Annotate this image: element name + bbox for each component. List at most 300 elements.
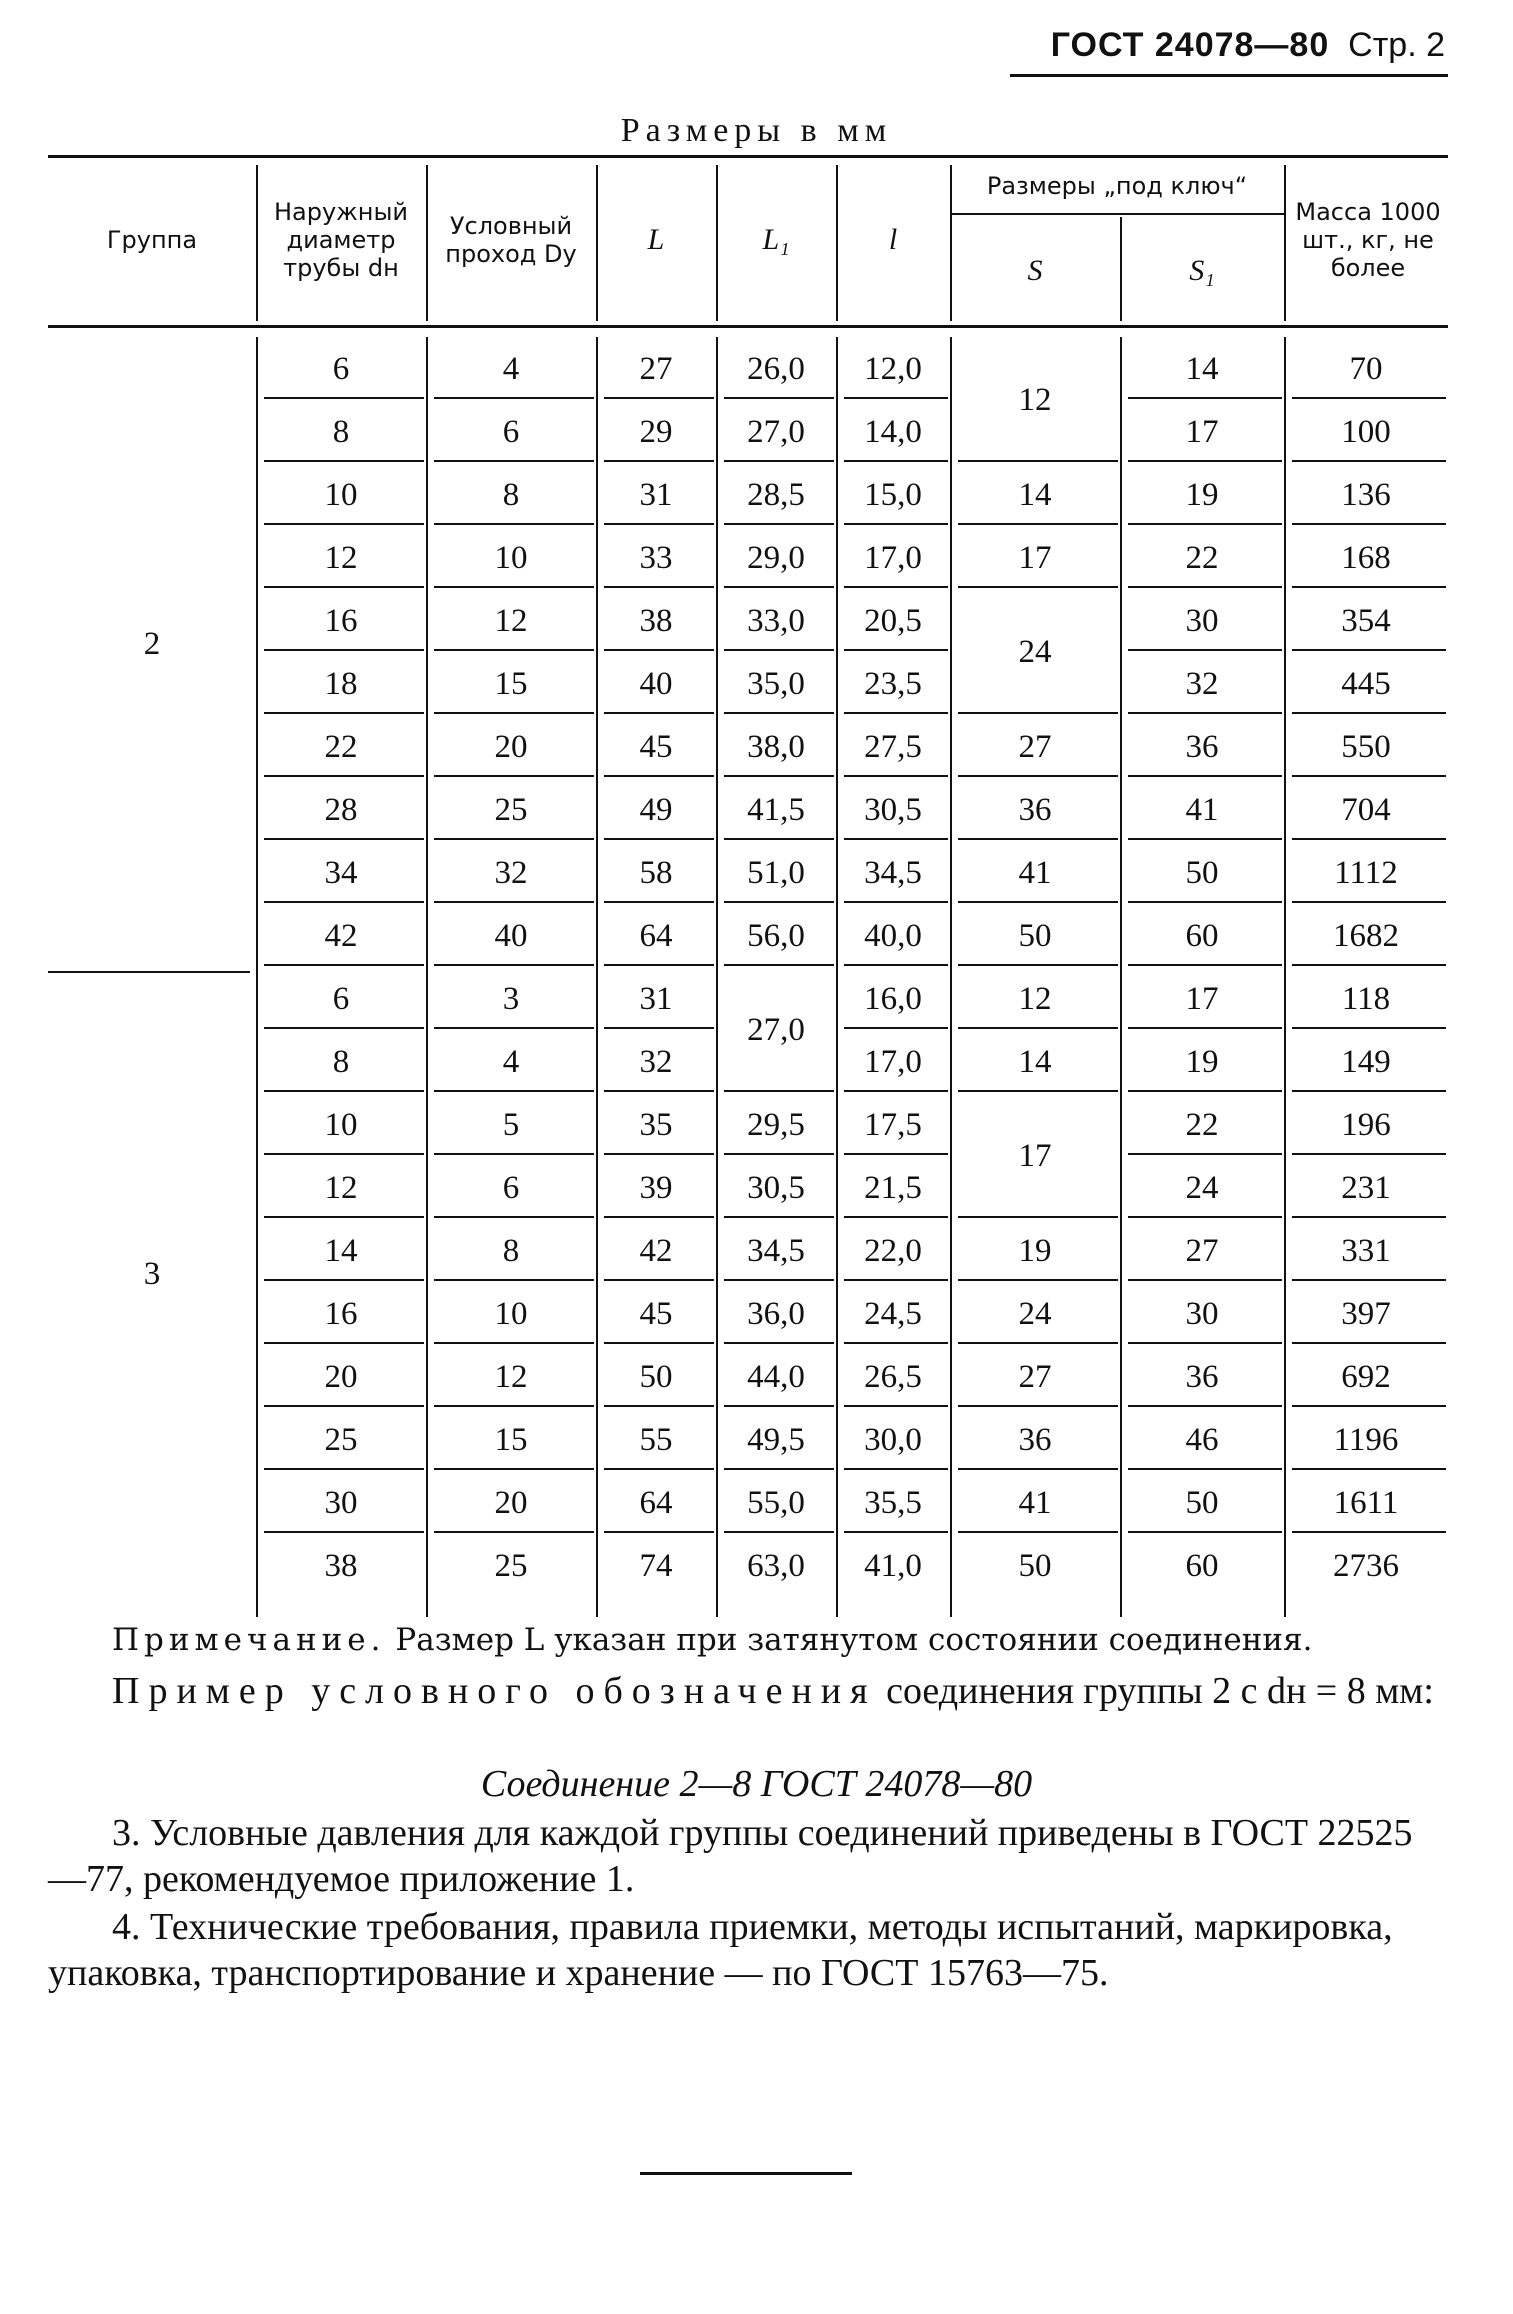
row-rule — [604, 586, 714, 588]
header-subrule — [950, 213, 1284, 215]
row-rule — [604, 1531, 714, 1533]
row-rule — [1292, 1153, 1446, 1155]
table-cell-S1: 46 — [1185, 1422, 1219, 1458]
header-S — [950, 217, 1120, 325]
designation-example: Соединение 2—8 ГОСТ 24078—80 — [480, 1763, 1033, 1805]
row-rule — [264, 901, 424, 903]
table-cell-L1: 26,0 — [747, 351, 805, 387]
table-cell-S: 14 — [1018, 476, 1052, 513]
row-rule — [434, 1468, 594, 1470]
row-rule — [264, 586, 424, 588]
table-cell-L1: 36,0 — [747, 1296, 805, 1332]
table-cell-L1: 27,0 — [747, 414, 805, 450]
row-rule — [1128, 1468, 1282, 1470]
table-cell-L1: 49,5 — [747, 1422, 805, 1458]
row-rule — [1128, 586, 1282, 588]
table-cell-L: 64 — [639, 1485, 673, 1521]
row-rule — [434, 1279, 594, 1281]
page-number: Стр. 2 — [1348, 26, 1445, 64]
table-cell-S1: 17 — [1185, 981, 1219, 1017]
row-rule — [434, 1153, 594, 1155]
row-rule — [434, 901, 594, 903]
row-rule — [844, 649, 948, 651]
row-rule — [724, 649, 834, 651]
table-cell-S1: 22 — [1185, 1107, 1219, 1143]
table-cell-dy: 15 — [494, 666, 528, 702]
row-rule — [958, 712, 1118, 714]
row-rule — [724, 1531, 834, 1533]
table-cell-L: 32 — [639, 1044, 673, 1080]
row-rule — [264, 1531, 424, 1533]
row-rule — [724, 1279, 834, 1281]
row-rule — [1128, 1090, 1282, 1092]
row-rule — [958, 1279, 1118, 1281]
table-cell-L1-merged: 27,0 — [747, 1012, 805, 1048]
row-rule — [1292, 1090, 1446, 1092]
header-mass: Масса 1000 шт., кг, не более — [1295, 198, 1441, 282]
table-cell-mass: 445 — [1341, 666, 1391, 702]
table-cell-S: 27 — [1018, 1358, 1052, 1395]
row-rule — [604, 1279, 714, 1281]
row-rule — [958, 1531, 1118, 1533]
row-rule — [724, 964, 834, 966]
row-rule — [958, 1027, 1118, 1029]
row-rule — [958, 1342, 1118, 1344]
row-rule — [1292, 1027, 1446, 1029]
row-rule — [1292, 712, 1446, 714]
row-rule — [604, 523, 714, 525]
table-cell-dy: 25 — [494, 1548, 528, 1584]
row-rule — [604, 838, 714, 840]
note-label: Примечание. — [112, 1622, 386, 1658]
table-cell-L1: 63,0 — [747, 1548, 805, 1584]
table-cell-l: 17,5 — [864, 1107, 922, 1143]
header-S1-symbol: S₁ — [1189, 254, 1215, 287]
table-cell-L1: 44,0 — [747, 1359, 805, 1395]
row-rule — [844, 1153, 948, 1155]
row-rule — [844, 1531, 948, 1533]
table-cell-L: 31 — [639, 981, 673, 1017]
table-cell-L: 27 — [639, 351, 673, 387]
table-cell-S1: 14 — [1185, 351, 1219, 387]
table-cell-d: 30 — [324, 1485, 358, 1521]
table-cell-L: 55 — [639, 1422, 673, 1458]
table-cell-mass: 692 — [1341, 1359, 1391, 1395]
row-rule — [1128, 775, 1282, 777]
row-rule — [434, 649, 594, 651]
table-cell-mass: 118 — [1341, 981, 1391, 1017]
table-cell-S: 41 — [1018, 854, 1052, 891]
table-cell-d: 10 — [324, 1107, 358, 1143]
row-rule — [724, 901, 834, 903]
row-rule — [958, 964, 1118, 966]
row-rule — [264, 838, 424, 840]
row-rule — [434, 1531, 594, 1533]
row-rule — [1292, 901, 1446, 903]
header-L1 — [716, 155, 836, 325]
row-rule — [724, 397, 834, 399]
row-rule — [434, 775, 594, 777]
row-rule — [1128, 712, 1282, 714]
table-cell-l: 21,5 — [864, 1170, 922, 1206]
row-rule — [958, 523, 1118, 525]
table-cell-l: 26,5 — [864, 1359, 922, 1395]
table-cell-l: 30,0 — [864, 1422, 922, 1458]
table-cell-S1: 60 — [1185, 1548, 1219, 1584]
table-cell-S: 36 — [1018, 791, 1052, 828]
row-rule — [264, 712, 424, 714]
row-rule — [958, 1468, 1118, 1470]
table-cell-mass: 1196 — [1333, 1422, 1399, 1458]
row-rule — [844, 964, 948, 966]
row-rule — [724, 1090, 834, 1092]
row-rule — [844, 586, 948, 588]
row-rule — [1292, 1342, 1446, 1344]
row-rule — [604, 1027, 714, 1029]
table-header-rule — [48, 325, 1448, 328]
table-cell-S: 17 — [1018, 1138, 1052, 1174]
row-rule — [264, 1342, 424, 1344]
table-cell-S: 50 — [1018, 917, 1052, 954]
row-rule — [1128, 397, 1282, 399]
table-cell-mass: 100 — [1341, 414, 1391, 450]
row-rule — [1292, 775, 1446, 777]
group-number: 3 — [143, 1256, 161, 1292]
row-rule — [264, 1027, 424, 1029]
row-rule — [434, 397, 594, 399]
table-cell-S: 27 — [1018, 728, 1052, 765]
table-cell-l: 24,5 — [864, 1296, 922, 1332]
table-cell-l: 40,0 — [864, 918, 922, 954]
table-cell-L1: 30,5 — [747, 1170, 805, 1206]
row-rule — [604, 397, 714, 399]
footer-rule — [640, 2172, 852, 2175]
row-rule — [1128, 964, 1282, 966]
table-cell-d: 42 — [324, 918, 358, 954]
table-cell-L: 49 — [639, 792, 673, 828]
table-cell-L1: 38,0 — [747, 729, 805, 765]
table-cell-S1: 30 — [1185, 1296, 1219, 1332]
table-cell-mass: 2736 — [1333, 1548, 1399, 1584]
table-cell-mass: 331 — [1341, 1233, 1391, 1269]
example-text: соединения группы 2 с dн = 8 мм: — [886, 1670, 1434, 1712]
table-cell-dy: 40 — [494, 918, 528, 954]
row-rule — [844, 1216, 948, 1218]
row-rule — [604, 1468, 714, 1470]
table-cell-dy: 6 — [502, 1170, 520, 1206]
row-rule — [264, 1468, 424, 1470]
table-cell-l: 12,0 — [864, 351, 922, 387]
row-rule — [264, 964, 424, 966]
row-rule — [844, 523, 948, 525]
page-header — [1051, 26, 1445, 65]
header-l — [836, 155, 950, 325]
table-cell-L1: 35,0 — [747, 666, 805, 702]
row-rule — [844, 397, 948, 399]
table-cell-L: 33 — [639, 540, 673, 576]
table-cell-S1: 27 — [1185, 1233, 1219, 1269]
table-cell-dy: 25 — [494, 792, 528, 828]
table-cell-d: 20 — [324, 1359, 358, 1395]
row-rule — [264, 397, 424, 399]
header-col-divider — [426, 165, 428, 321]
table-cell-L1: 55,0 — [747, 1485, 805, 1521]
table-cell-l: 20,5 — [864, 603, 922, 639]
row-rule — [434, 1405, 594, 1407]
table-cell-l: 30,5 — [864, 792, 922, 828]
table-cell-dy: 6 — [502, 414, 520, 450]
table-cell-S: 24 — [1018, 1295, 1052, 1332]
row-rule — [958, 838, 1118, 840]
table-cell-d: 16 — [324, 1296, 358, 1332]
header-l-symbol: l — [888, 223, 898, 256]
row-rule — [1292, 964, 1446, 966]
table-cell-L: 74 — [639, 1548, 673, 1584]
table-cell-l: 16,0 — [864, 981, 922, 1017]
table-cell-mass: 70 — [1349, 351, 1383, 387]
row-rule — [604, 1216, 714, 1218]
row-rule — [604, 1090, 714, 1092]
table-cell-S1: 36 — [1185, 729, 1219, 765]
table-cell-mass: 231 — [1341, 1170, 1391, 1206]
table-cell-d: 10 — [324, 477, 358, 513]
table-cell-S: 24 — [1018, 634, 1052, 670]
table-cell-S: 41 — [1018, 1484, 1052, 1521]
table-cell-dy: 4 — [502, 351, 520, 387]
table-cell-L: 45 — [639, 729, 673, 765]
row-rule — [604, 1342, 714, 1344]
table-cell-l: 17,0 — [864, 540, 922, 576]
row-rule — [844, 775, 948, 777]
row-rule — [604, 460, 714, 462]
row-rule — [264, 1090, 424, 1092]
row-rule — [958, 1405, 1118, 1407]
table-cell-mass: 136 — [1341, 477, 1391, 513]
row-rule — [724, 586, 834, 588]
row-rule — [434, 1090, 594, 1092]
row-rule — [844, 1342, 948, 1344]
table-cell-dy: 32 — [494, 855, 528, 891]
table-cell-l: 34,5 — [864, 855, 922, 891]
note-text: Размер L указан при затянутом состоянии соединения. — [395, 1622, 1313, 1658]
row-rule — [434, 460, 594, 462]
row-rule — [844, 1027, 948, 1029]
table-cell-d: 25 — [324, 1422, 358, 1458]
table-cell-S1: 32 — [1185, 666, 1219, 702]
table-cell-d: 14 — [324, 1233, 358, 1269]
table-cell-dy: 10 — [494, 540, 528, 576]
standard-number: ГОСТ 24078—80 — [1050, 26, 1330, 64]
table-cell-L1: 29,5 — [747, 1107, 805, 1143]
row-rule — [604, 1405, 714, 1407]
table-cell-S: 19 — [1018, 1232, 1052, 1269]
row-rule — [1128, 1342, 1282, 1344]
table-cell-d: 8 — [332, 414, 350, 450]
header-col-divider — [256, 165, 258, 321]
row-rule — [1292, 838, 1446, 840]
row-rule — [434, 586, 594, 588]
row-rule — [844, 1468, 948, 1470]
header-group: Группа — [106, 226, 198, 254]
row-rule — [604, 775, 714, 777]
row-rule — [604, 901, 714, 903]
table-note — [112, 1622, 1312, 1658]
row-rule — [434, 1027, 594, 1029]
table-cell-S1: 36 — [1185, 1359, 1219, 1395]
row-rule — [264, 523, 424, 525]
header-col-divider — [1284, 165, 1286, 321]
table-cell-l: 15,0 — [864, 477, 922, 513]
table-cell-S: 12 — [1018, 980, 1052, 1017]
table-cell-L: 38 — [639, 603, 673, 639]
table-cell-L1: 51,0 — [747, 855, 805, 891]
table-cell-S: 12 — [1018, 382, 1052, 418]
row-rule — [958, 1216, 1118, 1218]
table-cell-L: 39 — [639, 1170, 673, 1206]
group-number: 2 — [143, 626, 161, 662]
row-rule — [1128, 649, 1282, 651]
table-cell-dy: 4 — [502, 1044, 520, 1080]
table-cell-l: 22,0 — [864, 1233, 922, 1269]
row-rule — [1128, 460, 1282, 462]
row-rule — [724, 1405, 834, 1407]
table-cell-l: 35,5 — [864, 1485, 922, 1521]
row-rule — [844, 712, 948, 714]
table-cell-dy: 12 — [494, 603, 528, 639]
row-rule — [264, 1405, 424, 1407]
row-rule — [844, 1279, 948, 1281]
row-rule — [958, 460, 1118, 462]
row-rule — [844, 1405, 948, 1407]
table-cell-L: 58 — [639, 855, 673, 891]
table-cell-L: 35 — [639, 1107, 673, 1143]
table-cell-L1: 34,5 — [747, 1233, 805, 1269]
table-cell-dy: 12 — [494, 1359, 528, 1395]
row-rule — [1128, 1216, 1282, 1218]
table-cell-d: 28 — [324, 792, 358, 828]
table-cell-S1: 30 — [1185, 603, 1219, 639]
row-rule — [958, 775, 1118, 777]
table-cell-L1: 56,0 — [747, 918, 805, 954]
row-rule — [1128, 1279, 1282, 1281]
table-cell-dy: 15 — [494, 1422, 528, 1458]
row-rule — [1128, 1405, 1282, 1407]
header-S1 — [1120, 217, 1284, 325]
table-cell-mass: 354 — [1341, 603, 1391, 639]
row-rule — [1292, 1279, 1446, 1281]
row-rule — [604, 649, 714, 651]
table-cell-dy: 3 — [502, 981, 520, 1017]
table-cell-S: 17 — [1018, 539, 1052, 576]
table-cell-d: 8 — [332, 1044, 350, 1080]
header-rule — [1010, 74, 1448, 77]
table-cell-l: 41,0 — [864, 1548, 922, 1584]
example-label: Пример условного обозначения — [112, 1670, 877, 1712]
table-cell-L: 42 — [639, 1233, 673, 1269]
row-rule — [958, 586, 1118, 588]
table-cell-mass: 1682 — [1333, 918, 1399, 954]
row-rule — [1128, 523, 1282, 525]
row-rule — [1292, 1405, 1446, 1407]
row-rule — [1292, 1531, 1446, 1533]
row-rule — [1292, 397, 1446, 399]
table-cell-dy: 20 — [494, 1485, 528, 1521]
row-rule — [724, 1342, 834, 1344]
table-cell-S1: 60 — [1185, 918, 1219, 954]
table-cell-S1: 50 — [1185, 1485, 1219, 1521]
table-cell-S: 50 — [1018, 1547, 1052, 1584]
table-cell-l: 14,0 — [864, 414, 922, 450]
table-cell-L1: 28,5 — [747, 477, 805, 513]
row-rule — [844, 901, 948, 903]
row-rule — [434, 1342, 594, 1344]
row-rule — [1292, 1468, 1446, 1470]
table-cell-S1: 22 — [1185, 540, 1219, 576]
table-cell-S1: 50 — [1185, 855, 1219, 891]
row-rule — [434, 1216, 594, 1218]
table-cell-mass: 550 — [1341, 729, 1391, 765]
table-cell-d: 34 — [324, 855, 358, 891]
table-cell-L1: 29,0 — [747, 540, 805, 576]
table-cell-d: 38 — [324, 1548, 358, 1584]
row-rule — [1128, 901, 1282, 903]
table-cell-mass: 149 — [1341, 1044, 1391, 1080]
table-cell-L: 50 — [639, 1359, 673, 1395]
clause-3: 3. Условные давления для каждой группы соединений приведены в ГОСТ 22525—77, рекомендуемое приложение 1. — [48, 1812, 1413, 1900]
table-cell-d: 12 — [324, 540, 358, 576]
row-rule — [724, 712, 834, 714]
example-paragraph — [48, 1668, 1448, 1714]
table-cell-d: 22 — [324, 729, 358, 765]
table-cell-L: 31 — [639, 477, 673, 513]
table-cell-L: 40 — [639, 666, 673, 702]
row-rule — [434, 964, 594, 966]
row-rule — [958, 901, 1118, 903]
table-cell-S: 36 — [1018, 1421, 1052, 1458]
table-cell-S1: 19 — [1185, 477, 1219, 513]
row-rule — [1292, 649, 1446, 651]
row-rule — [1128, 838, 1282, 840]
table-cell-S: 14 — [1018, 1043, 1052, 1080]
row-rule — [1292, 460, 1446, 462]
table-cell-mass: 1611 — [1333, 1485, 1399, 1521]
row-rule — [958, 1090, 1118, 1092]
table-cell-mass: 168 — [1341, 540, 1391, 576]
row-rule — [264, 1279, 424, 1281]
table-cell-mass: 1112 — [1334, 855, 1398, 891]
table-cell-L: 29 — [639, 414, 673, 450]
row-rule — [604, 712, 714, 714]
row-rule — [1128, 1027, 1282, 1029]
header-L1-symbol: L₁ — [762, 223, 790, 256]
table-cell-dy: 10 — [494, 1296, 528, 1332]
row-rule — [1292, 523, 1446, 525]
row-rule — [264, 775, 424, 777]
table-cell-S1: 19 — [1185, 1044, 1219, 1080]
row-rule — [1292, 1216, 1446, 1218]
row-rule — [844, 460, 948, 462]
header-L-symbol: L — [647, 223, 665, 256]
table-cell-mass: 704 — [1341, 792, 1391, 828]
table-cell-d: 16 — [324, 603, 358, 639]
table-cell-l: 27,5 — [864, 729, 922, 765]
row-rule — [724, 523, 834, 525]
row-rule — [1128, 1531, 1282, 1533]
table-cell-mass: 196 — [1341, 1107, 1391, 1143]
row-rule — [1292, 586, 1446, 588]
row-rule — [724, 775, 834, 777]
row-rule — [434, 523, 594, 525]
